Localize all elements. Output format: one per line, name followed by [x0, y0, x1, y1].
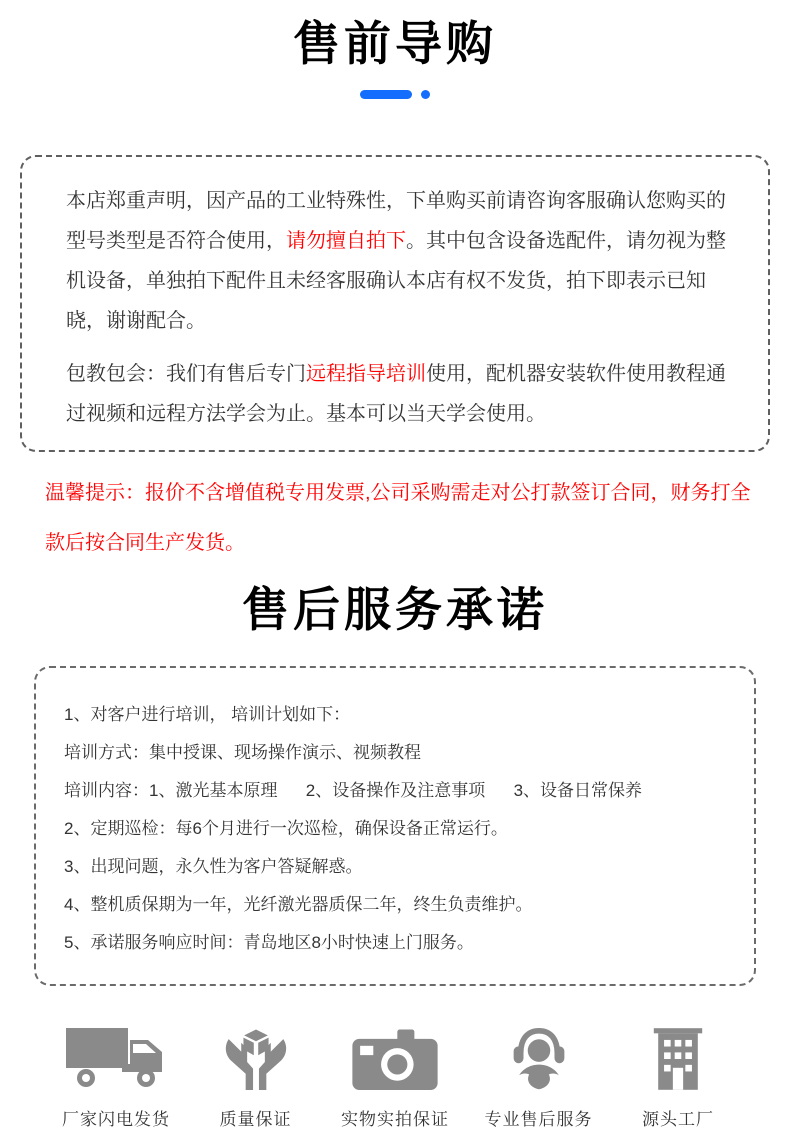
notice-highlight-red: 远程指导培训 — [306, 363, 426, 385]
promise-line: 4、整机质保期为一年，光纤激光器质保二年，终生负责维护。 — [64, 895, 533, 914]
feature-label: 源头工厂 — [642, 1110, 714, 1129]
footer-feature-bar — [62, 1026, 728, 1130]
quality-icon — [219, 1026, 293, 1090]
headset-icon — [508, 1026, 570, 1090]
promise-line: 5、承诺服务响应时间：青岛地区8小时快速上门服务。 — [64, 933, 474, 952]
notice-text: 包教包会：我们有售后专门 — [66, 363, 306, 385]
factory-icon — [645, 1026, 711, 1090]
aftersale-promise-box — [34, 666, 756, 986]
page-title-aftersale: 售后服务承诺 — [242, 583, 548, 636]
feature-label: 厂家闪电发货 — [62, 1110, 170, 1129]
title-underline — [0, 89, 790, 99]
notice-paragraph-training — [66, 354, 744, 434]
feature-item-service — [485, 1026, 593, 1130]
notice-text: 。其中包含设备选配件，请勿视为整机设备，单独拍下配件且未经客服确认本店有权不发货，拍下即表示已知晓，谢谢配合。 — [66, 230, 726, 332]
promise-line: 2、定期巡检：每6个月进行一次巡检，确保设备正常运行。 — [64, 819, 508, 838]
promise-line: 1、对客户进行培训， 培训计划如下： — [64, 705, 351, 724]
underline-bar — [360, 90, 412, 99]
camera-icon — [351, 1026, 439, 1090]
notice-highlight-red: 请勿擅自拍下 — [286, 230, 406, 252]
promise-line: 培训方式：集中授课、现场操作演示、视频教程 — [64, 743, 421, 762]
promise-line: 培训内容：1、激光基本原理 2、设备操作及注意事项 3、设备日常保养 — [64, 781, 643, 800]
feature-item-photo — [341, 1026, 449, 1130]
feature-item-factory — [628, 1026, 728, 1130]
feature-item-shipping — [62, 1026, 170, 1130]
feature-label: 质量保证 — [219, 1110, 292, 1129]
truck-icon — [64, 1026, 169, 1090]
feature-item-quality — [206, 1026, 306, 1130]
feature-label: 实物实拍保证 — [341, 1110, 449, 1129]
warm-tip-text: 温馨提示：报价不含增值税专用发票,公司采购需走对公打款签订合同，财务打全款后按合同生产发货。 — [45, 482, 751, 554]
feature-label: 专业售后服务 — [484, 1110, 593, 1129]
notice-paragraph-declaration — [66, 181, 744, 341]
notice-text: 本店郑重声明，因产品的工业特殊性，下单购买前请咨询客服确认您购买的型号类型是否符合使用， — [66, 190, 726, 252]
page-title-presale: 售前导购 — [293, 17, 497, 70]
underline-dot — [421, 90, 430, 99]
promise-line: 3、出现问题，永久性为客户答疑解惑。 — [64, 857, 363, 876]
notice-text: 使用，配机器安装软件使用教程通过视频和远程方法学会为止。基本可以当天学会使用。 — [66, 363, 726, 425]
presale-notice-box — [20, 155, 770, 452]
